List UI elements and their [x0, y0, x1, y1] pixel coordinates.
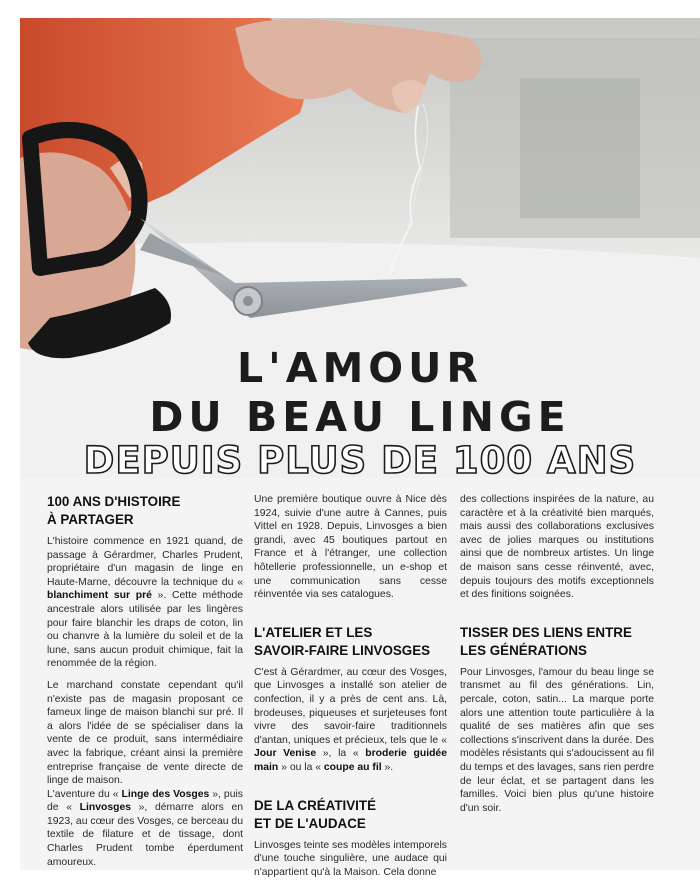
paragraph: Linvosges teinte ses modèles intemporels d'une touche singulière, une audace qui n'appartient qu'à la Maison. Cela donne — [254, 839, 447, 878]
column-1 — [47, 493, 243, 877]
headline-line-3-outline: DEPUIS PLUS DE 100 ANS — [83, 439, 637, 482]
article-columns — [20, 493, 700, 878]
section-heading-history: 100 ANS D'HISTOIRE À PARTAGER — [47, 494, 181, 527]
paragraph: L'histoire commence en 1921 quand, de passage à Gérardmer, Charles Prudent, propriétaire d'un magasin de linge en Haute-Marne, découvre la technique du « blanchiment sur pré ». Cette méthode ancestrale alors utilisée par les lingères pour faire blanchir les draps de coton, lin ou chanvre à la lumière du soleil et de la lune, sans aucun produit chimique, fait la renommée de la région. — [47, 536, 243, 670]
paragraph: Pour Linvosges, l'amour du beau linge se transmet au fil des générations. Lin, percale, coton, satin... La marque porte alors une attention toute particulière à la qualité de ses matières afin que ses collections s'inscrivent dans la durée. Des modèles résistants qui s'adoucissent au fil du temps et des lavages, sans rien perdre de leur éclat, et se partagent dans les familles. Voici bien plus qu'une histoire d'un soir. — [460, 666, 654, 814]
section-heading-atelier: L'ATELIER ET LES SAVOIR-FAIRE LINVOSGES — [254, 624, 431, 658]
section-heading-generations: TISSER DES LIENS ENTRE LES GÉNÉRATIONS — [460, 624, 632, 658]
headline — [20, 344, 700, 482]
paragraph: Le marchand constate cependant qu'il n'existe pas de magasin proposant ce fameux linge de maison blanchi sur pré. Il a alors l'idée de se spécialiser dans la vente de ce produit, sans intermédiaire avec la fabrique, créant ainsi la première entreprise française de vente directe de linge de maison. — [47, 679, 243, 787]
headline-line-1: L'AMOUR — [237, 344, 483, 392]
column-3 — [460, 493, 654, 823]
magazine-page — [20, 18, 700, 878]
paragraph: C'est à Gérardmer, au cœur des Vosges, que Linvosges a installé son atelier de confection, il y a près de cent ans. Là, brodeuses, piqueuses et surjeteuses font vivre des savoir-faire traditionnels d'antan, uniques et précieux, tels que le « Jour Venise », la « broderie guidée main » ou la « coupe au fil ». — [254, 666, 447, 773]
paragraph: L'aventure du « Linge des Vosges », puis de « Linvosges », démarre alors en 1923, au cœur des Vosges, ce berceau du textile de filature et de tissage, dont Charles Prudent tombe éperdument amoureux. — [47, 788, 243, 868]
paragraph: Une première boutique ouvre à Nice dès 1924, suivie d'une autre à Cannes, puis Vittel en 1928. Depuis, Linvosges a bien grandi, avec 45 boutiques partout en France et à l'étranger, une collection hôtellerie professionnelle, un e-shop et une communication sans cesse réinventée via ses catalogues. — [254, 494, 447, 601]
section-heading-creativity: DE LA CRÉATIVITÉ ET DE L'AUDACE — [254, 797, 377, 831]
paragraph: des collections inspirées de la nature, au caractère et à la créativité bien marqués, mais aussi des collaborations exclusives avec de jolies marques ou institutions ainsi que de nombreux artistes. Un linge de maison sans cesse réinventé, avec, depuis toujours des motifs exceptionnels et des finitions soignées. — [460, 494, 654, 601]
headline-line-2: DU BEAU LINGE — [149, 393, 571, 441]
column-2 — [254, 493, 447, 887]
